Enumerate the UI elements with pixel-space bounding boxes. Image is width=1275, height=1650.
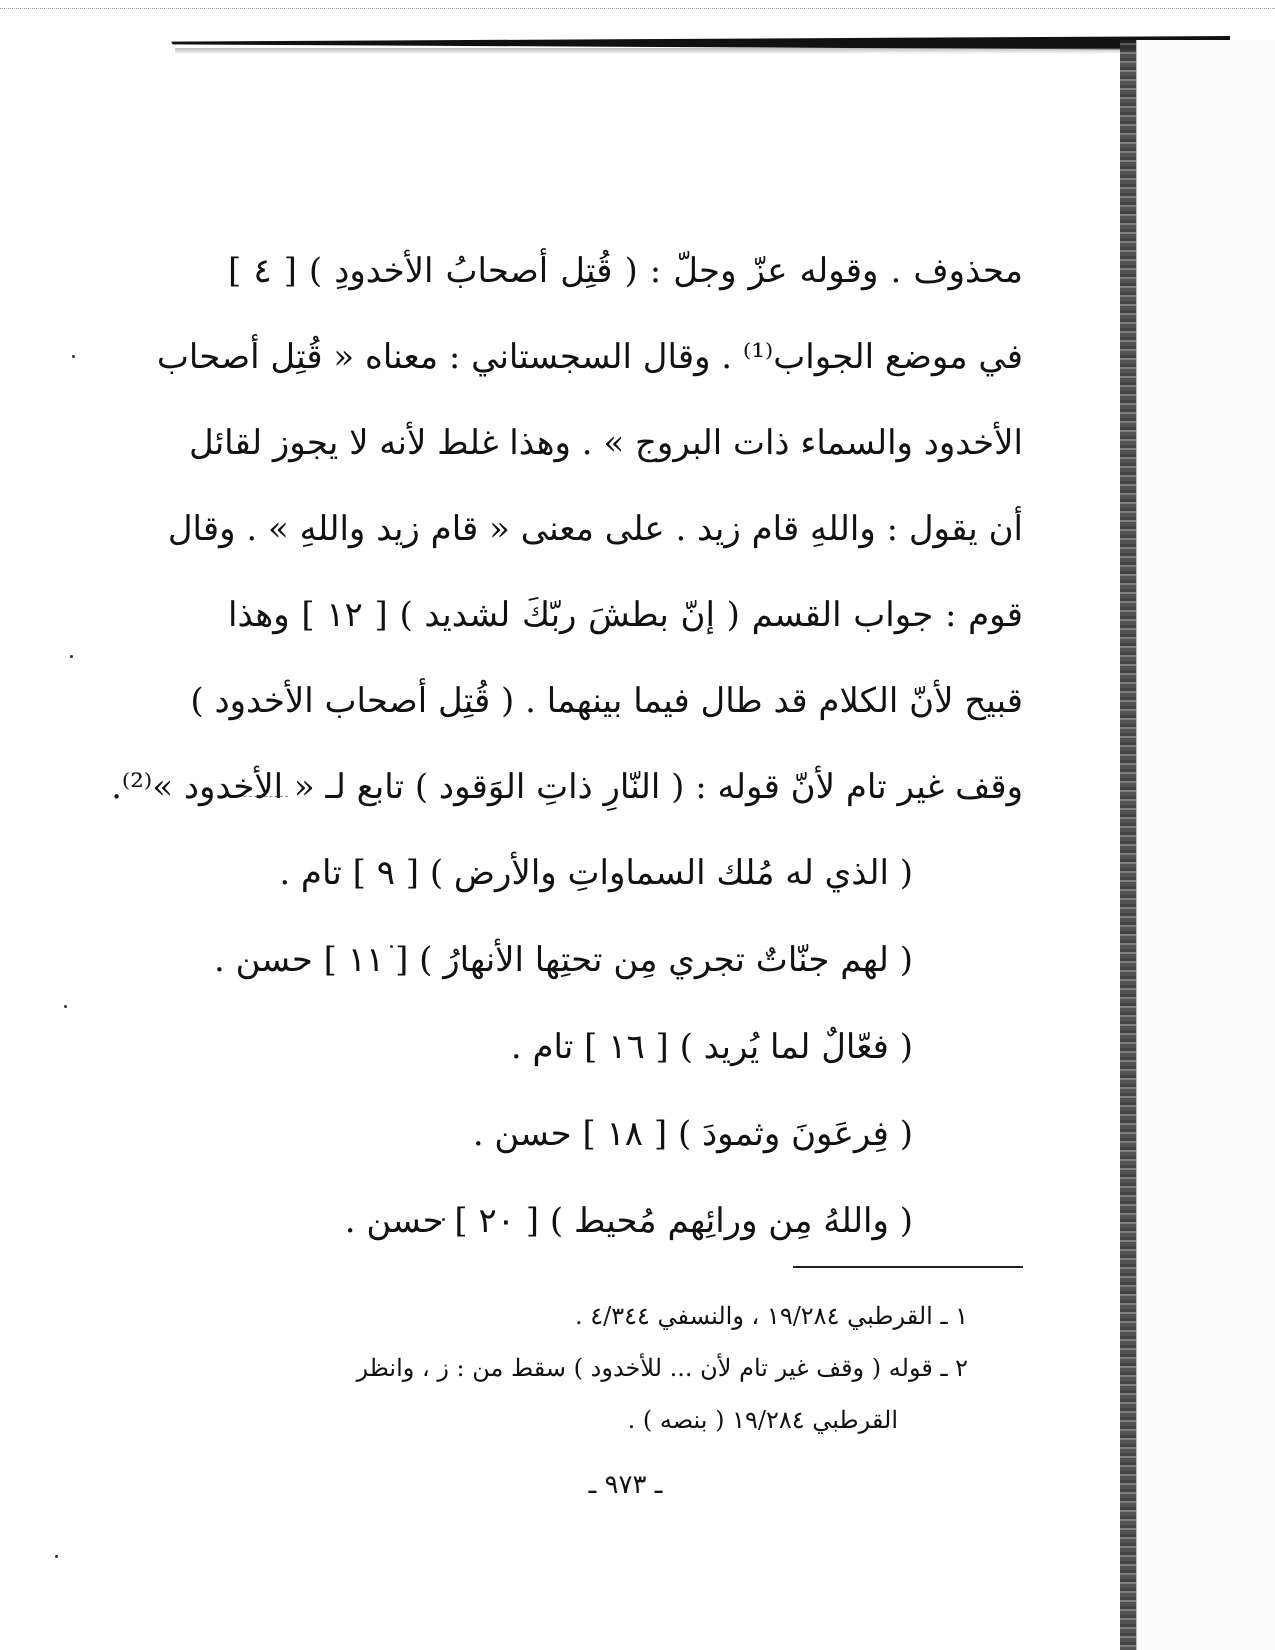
- page-number: ـ ٩٧٣ ـ: [588, 1470, 663, 1500]
- footnote-separator: [793, 1266, 1023, 1268]
- scan-speck: [64, 1005, 67, 1008]
- footnote: ١ ـ القرطبي ١٩/٢٨٤ ، والنسفي ٤/٣٤٤ .: [575, 1302, 968, 1330]
- footnote: ٢ ـ قوله ( وقف غير تام لأن ... للأخدود ) سقط من : ز ، وانظر: [356, 1354, 968, 1382]
- body-line: وقف غير تام لأنّ قوله : ( النّارِ ذاتِ الوَقود ) تابع لـ « الأخدود »⁽²⁾.: [111, 767, 1023, 807]
- book-spine-shadow: [1120, 40, 1136, 1650]
- page-top-rule-shadow: [175, 48, 1230, 54]
- footnotes: [228, 1290, 1023, 1446]
- body-line: محذوف . وقوله عزّ وجلّ : ( قُتِل أصحابُ الأخدودِ ) [ ٤ ]: [228, 251, 1023, 291]
- scan-speck: [55, 1555, 58, 1558]
- verse-line: ( فعّالٌ لما يُريد ) [ ١٦ ] تام .: [510, 1027, 913, 1067]
- scan-speck: [72, 355, 75, 358]
- scan-top-dotted-edge: [0, 8, 1275, 9]
- body-line: قوم : جواب القسم ( إنّ بطشَ ربّكَ لشديد ) [ ١٢ ] وهذا: [228, 595, 1023, 635]
- main-text: [111, 228, 1023, 1265]
- scan-right-margin: [1136, 40, 1275, 1650]
- verse-list: [214, 830, 1023, 1265]
- verse-line: ( فِرعَونَ وثمودَ ) [ ١٨ ] حسن .: [472, 1114, 913, 1154]
- body-line: قبيح لأنّ الكلام قد طال فيما بينهما . ( قُتِل أصحاب الأخدود ): [190, 681, 1023, 721]
- verse-line: ( لهم جنّاتٌ تجري مِن تحتِها الأنهارُ ) [ ١١ ] حسن .: [214, 940, 913, 980]
- verse-line: ( واللهُ مِن ورائِهم مُحيط ) [ ٢٠ ] حسن .: [344, 1201, 913, 1241]
- verse-line: ( الذي له مُلك السماواتِ والأرض ) [ ٩ ] تام .: [279, 853, 913, 893]
- body-line: الأخدود والسماء ذات البروج » . وهذا غلط لأنه لا يجوز لقائل: [188, 423, 1023, 463]
- scan-speck: [70, 655, 73, 658]
- body-line: في موضع الجواب⁽¹⁾ . وقال السجستاني : معناه « قُتِل أصحاب: [156, 337, 1023, 377]
- body-line: أن يقول : واللهِ قام زيد . على معنى « قام زيد واللهِ » . وقال: [167, 509, 1023, 549]
- footnote-continuation: القرطبي ١٩/٢٨٤ ( بنصه ) .: [627, 1406, 898, 1434]
